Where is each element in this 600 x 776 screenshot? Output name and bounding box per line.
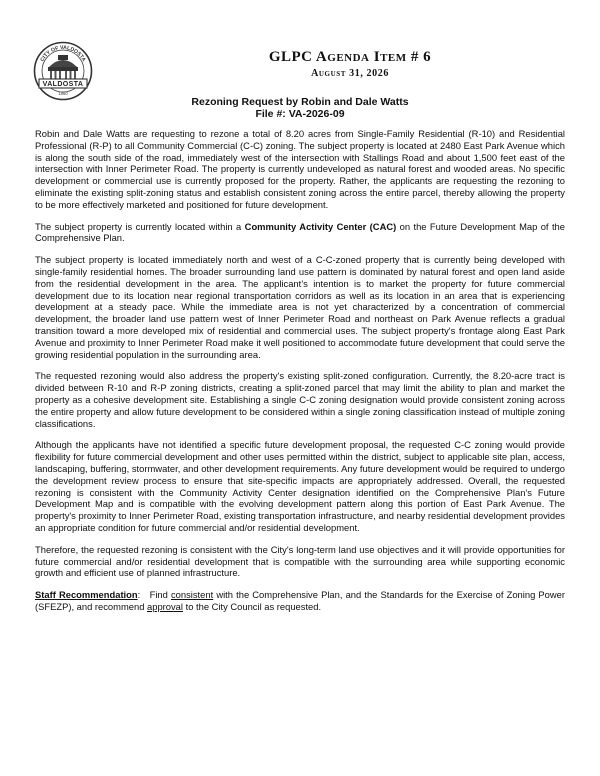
paragraph-split-zoning: The requested rezoning would also address the property's existing split-zoned configuration. Currently, the 8.20-acre tract is divided between R-10 and R-P zoning districts, creating a split-zoned parcel that may limit the ability to plan and market the property as a cohesive development site. Establishing a single C-C zoning designation would provide consistent zoning across the entire property and allow future development to be considered within a single zoning classification instead of multiple zoning classifications. — [35, 370, 565, 429]
staff-recommendation — [35, 589, 565, 613]
agenda-header — [100, 49, 600, 79]
paragraph-text: on the Future Development Map of the Comprehensive Plan. — [35, 220, 565, 244]
paragraph-text: The subject property is currently located within a — [35, 220, 245, 232]
agenda-title: GLPC Agenda Item # 6 — [268, 49, 432, 65]
svg-text:1860: 1860 — [58, 91, 68, 96]
paragraph-surrounding-land-use: The subject property is located immediately north and west of a C-C-zoned property that is currently being developed with single-family residential homes. The broader surrounding land use pattern is dominated by natural forest and open land aside from the residential development in the area. The applicant’s intention is to market the property for future commercial development due to its location near regional transportation corridors as well as its location in an area that is experiencing development at a steady pace. While the immediate area is not yet characterized by a concentration of commercial development, the broader land use pattern west of Inner Perimeter Road and northeast on Park Avenue reflects a gradual transition toward a more developed mix of residential and commercial uses. The subject property's frontage along East Park Avenue and proximity to Inner Perimeter Road make it well positioned to accommodate future development that could serve the growing residential population in the surrounding area. — [35, 254, 565, 360]
paragraph-request: Robin and Dale Watts are requesting to rezone a total of 8.20 acres from Single-Family Residential (R-10) and Residential Professional (R-P) to all Community Commercial (C-C) zoning. The subject property is located at 2480 East Park Avenue which is along the south side of the road, immediately west of the intersection with Stallings Road and about 1,500 feet east of the intersection with Inner Perimeter Road. The property is currently undeveloped as natural forest and wooded areas. No specific development or commercial use is currently proposed for the property. Rather, the applicants are requesting the rezoning to eliminate the existing split-zoning status and establish consistent zoning across the entire parcel, thereby allowing the property to be more effectively marketed and positioned for future development. — [35, 128, 565, 210]
file-number: File #: VA-2026-09 — [255, 108, 345, 120]
subject-heading — [0, 96, 600, 120]
report-body — [35, 128, 565, 623]
recommendation-text: to the City Council as requested. — [182, 600, 322, 612]
subject-title: Rezoning Request by Robin and Dale Watts — [191, 96, 409, 108]
paragraph-conclusion: Therefore, the requested rezoning is consistent with the City's long-term land use objectives and it will provide opportunities for future commercial and/or residential development that is compatible with the surrounding area while supporting economic growth and efficient use of planned infrastructure. — [35, 543, 565, 579]
approval-term: approval — [147, 600, 183, 612]
consistent-term: consistent — [170, 589, 214, 601]
paragraph-consistency: Although the applicants have not identified a specific future development proposal, the requested C-C zoning would provide flexibility for future commercial development and other uses permitted within the district, subject to applicable site plan, access, landscaping, buffering, stormwater, and other development requirements. Any future development would be required to undergo the development review process to ensure that site-specific impacts are appropriately addressed. Overall, the requested rezoning is consistent with the Community Activity Center designation identified on the Comprehensive Plan's Future Development Map and is compatible with the evolving development pattern along this portion of East Park Avenue. The property's proximity to Inner Perimeter Road, existing transportation infrastructure, and nearby residential development provides an appropriate condition for future commercial and/or residential development. — [35, 439, 565, 533]
staff-recommendation-label: Staff Recommendation — [35, 589, 138, 601]
agenda-date: August 31, 2026 — [311, 68, 389, 79]
svg-text:CITY OF VALDOSTA: CITY OF VALDOSTA — [39, 44, 87, 63]
recommendation-colon: : — [137, 589, 141, 601]
recommendation-text: Find — [140, 589, 171, 601]
paragraph-future-development-map — [35, 221, 565, 245]
city-seal-logo — [33, 41, 93, 101]
recommendation-text: with the Comprehensive Plan, and the Standards for the Exercise of Zoning Power (SFEZP), and recommend — [35, 589, 565, 612]
cac-highlight: Community Activity Center (CAC) — [244, 220, 397, 232]
svg-text:VALDOSTA: VALDOSTA — [42, 81, 84, 89]
